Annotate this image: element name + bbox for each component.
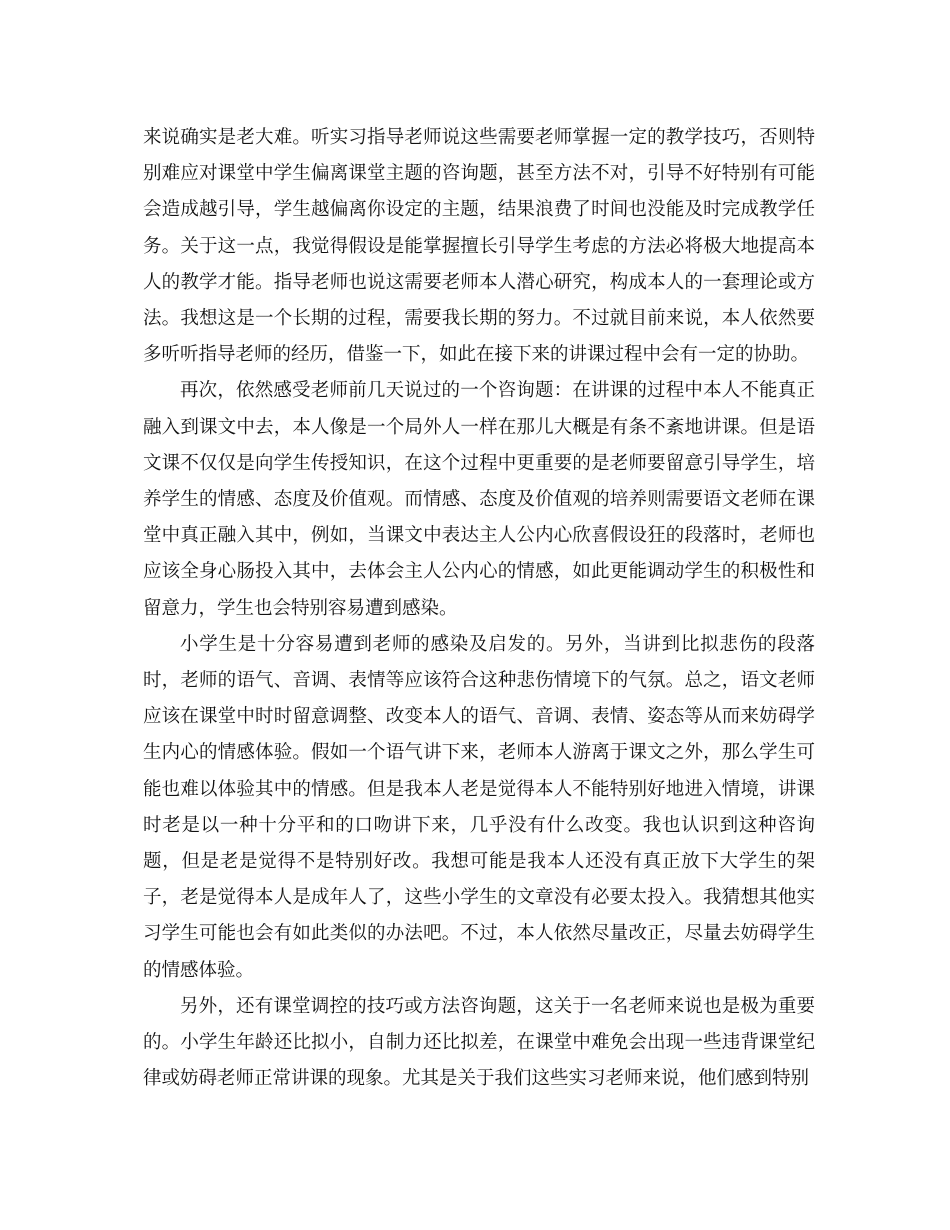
paragraph-3: 小学生是十分容易遭到老师的感染及启发的。另外，当讲到比拟悲伤的段落时，老师的语气、音调、表情等应该符合这种悲伤情境下的气氛。总之，语文老师应该在课堂中时时留意调整、改变本人的语气、音调、表情、姿态等从而来妨碍学生内心的情感体验。假如一个语气讲下来，老师本人游离于课文之外，那么学生可能也难以体验其中的情感。但是我本人老是觉得本人不能特别好地进入情境，讲课时老是以一种十分平和的口吻讲下来，几乎没有什么改变。我也认识到这种咨询题，但是老是觉得不是特别好改。我想可能是我本人还没有真正放下大学生的架子，老是觉得本人是成年人了，这些小学生的文章没有必要太投入。我猜想其他实习学生可能也会有如此类似的办法吧。不过，本人依然尽量改正，尽量去妨碍学生的情感体验。 bbox=[143, 633, 815, 981]
paragraph-2: 再次，依然感受老师前几天说过的一个咨询题：在讲课的过程中本人不能真正融入到课文中去，本人像是一个局外人一样在那儿大概是有条不紊地讲课。但是语文课不仅仅是向学生传授知识，在这个过程中更重要的是老师要留意引导学生，培养学生的情感、态度及价值观。而情感、态度及价值观的培养则需要语文老师在课堂中真正融入其中，例如，当课文中表达主人公内心欣喜假设狂的段落时，老师也应该全身心肠投入其中，去体会主人公内心的情感，如此更能调动学生的积极性和留意力，学生也会特别容易遭到感染。 bbox=[143, 380, 815, 619]
paragraph-4: 另外，还有课堂调控的技巧或方法咨询题，这关于一名老师来说也是极为重要的。小学生年龄还比拟小，自制力还比拟差，在课堂中难免会出现一些违背课堂纪律或妨碍老师正常讲课的现象。尤其是关于我们这些实习老师来说，他们感到特别 bbox=[143, 995, 815, 1090]
paragraph-1: 来说确实是老大难。听实习指导老师说这些需要老师掌握一定的教学技巧，否则特别难应对课堂中学生偏离课堂主题的咨询题，甚至方法不对，引导不好特别有可能会造成越引导，学生越偏离你设定的主题，结果浪费了时间也没能及时完成教学任务。关于这一点，我觉得假设是能掌握擅长引导学生考虑的方法必将极大地提高本人的教学才能。指导老师也说这需要老师本人潜心研究，构成本人的一套理论或方法。我想这是一个长期的过程，需要我长期的努力。不过就目前来说，本人依然要多听听指导老师的经历，借鉴一下，如此在接下来的讲课过程中会有一定的协助。 bbox=[143, 127, 815, 366]
document-page bbox=[143, 120, 815, 1097]
